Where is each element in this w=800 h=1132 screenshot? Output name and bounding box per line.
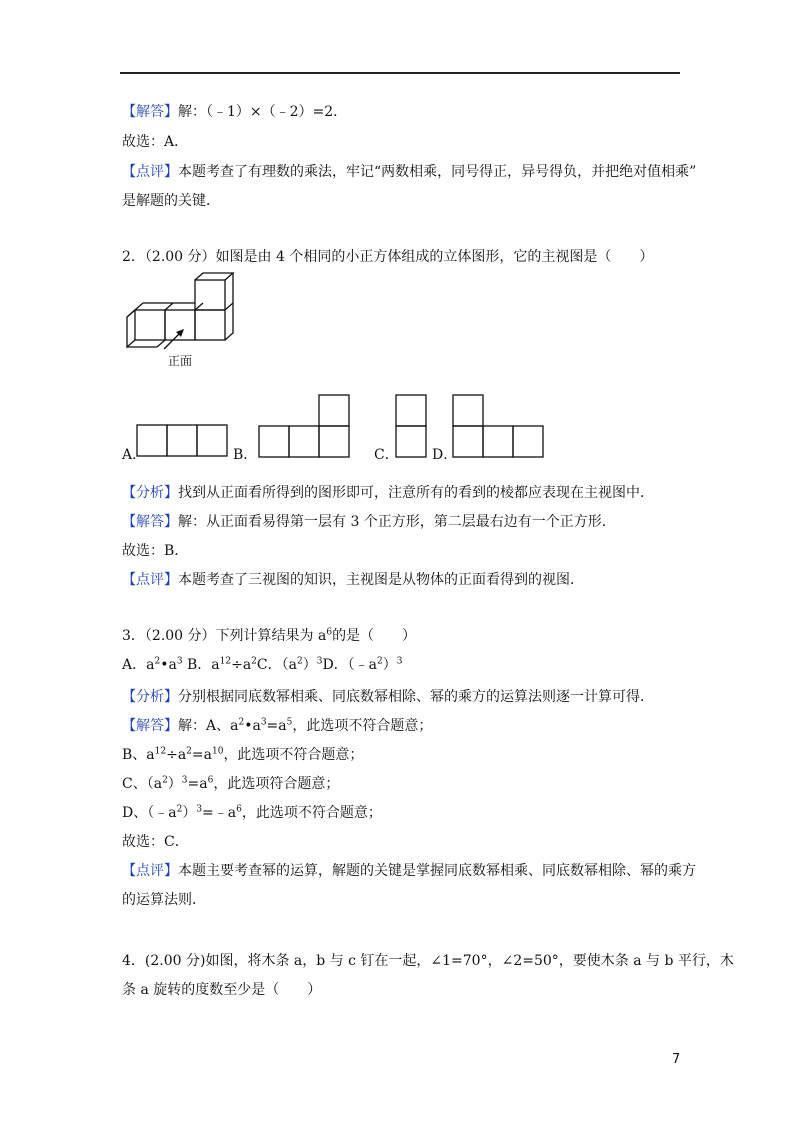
answer-tag: 【解答】 xyxy=(122,514,178,530)
q4-stem-line1: 4．(2.00 分)如图，将木条 a，b 与 c 钉在一起，∠1=70°，∠2=50°，要使木条 a 与 b 平行，木 xyxy=(122,953,734,969)
q1-comment-cont: 是解题的关键． xyxy=(122,193,220,209)
answer-text: 解：（﹣1）×（﹣2）=2． xyxy=(178,104,348,120)
q3-choice: 故选：C． xyxy=(122,834,189,850)
analysis-tag: 【分析】 xyxy=(122,485,178,501)
analysis-text: 分别根据同底数幂相乘、同底数幂相除、幂的乘方的运算法则逐一计算可得． xyxy=(178,689,654,705)
q4-stem-line2: 条 a 旋转的度数至少是（ ） xyxy=(122,982,322,998)
answer-tag: 【解答】 xyxy=(122,718,178,734)
q2-option-d-label: D． xyxy=(432,447,458,463)
q2-option-d-figure xyxy=(451,394,545,458)
q3-analysis xyxy=(122,688,654,706)
q2-option-c-label: C． xyxy=(374,447,399,463)
q2-analysis xyxy=(122,484,654,502)
q3-answer-b: B、$a^{12}\div a^2=a^{10}$，此选项不符合题意； xyxy=(122,746,364,763)
q2-answer xyxy=(122,513,616,531)
q2-option-a-figure xyxy=(136,424,228,458)
q1-choice: 故选：A． xyxy=(122,134,189,150)
bottom-cube-1 xyxy=(135,310,165,340)
answer-tag: 【解答】 xyxy=(122,104,178,120)
q2-stem: 2．（2.00 分）如图是由 4 个相同的小正方体组成的立体图形，它的主视图是（ ） xyxy=(122,249,654,265)
q3-stem: 3．（2.00 分）下列计算结果为 $a^6$的是（ ） xyxy=(122,627,417,644)
q2-option-b-label: B． xyxy=(233,447,258,463)
comment-tag: 【点评】 xyxy=(122,164,178,180)
q2-comment xyxy=(122,571,584,589)
q1-answer xyxy=(122,103,347,121)
header-rule xyxy=(120,72,680,74)
q2-option-c-figure xyxy=(394,394,428,458)
q3-comment xyxy=(122,862,696,880)
comment-text: 本题主要考查幂的运算，解题的关键是掌握同底数幂相乘、同底数幂相除、幂的乘方 xyxy=(178,863,696,879)
analysis-tag: 【分析】 xyxy=(122,689,178,705)
comment-text: 本题考查了有理数的乘法，牢记“两数相乘，同号得正，异号得负，并把绝对值相乘” xyxy=(178,164,697,180)
q2-choice: 故选：B． xyxy=(122,543,189,559)
q2-option-b-figure xyxy=(257,394,351,458)
analysis-text: 找到从正面看所得到的图形即可，注意所有的看到的棱都应表现在主视图中． xyxy=(178,485,654,501)
q2-3d-figure xyxy=(118,270,238,370)
answer-text: 解：从正面看易得第一层有 3 个正方形，第二层最右边有一个正方形． xyxy=(178,514,616,530)
q3-answer-d: D、$(﹣a^2)^3=﹣a^6$，此选项不符合题意； xyxy=(122,804,382,821)
q3-answer-c: C、$(a^2)^3=a^6$，此选项符合题意； xyxy=(122,775,340,792)
comment-tag: 【点评】 xyxy=(122,572,178,588)
q1-comment xyxy=(122,163,696,181)
comment-text: 本题考查了三视图的知识，主视图是从物体的正面看得到的视图． xyxy=(178,572,584,588)
q3-comment-cont: 的运算法则． xyxy=(122,892,206,908)
bottom-top-edge xyxy=(135,303,195,310)
q3-answer-a: 【解答】解：A、$a^2•a^3=a^5$，此选项不符合题意； xyxy=(122,717,433,734)
front-label: 正面 xyxy=(168,354,193,368)
comment-tag: 【点评】 xyxy=(122,863,178,879)
q3-options: A．$a^2•a^3$ B．$a^{12}\div a^2C$．$(a^2)^3D$．$(﹣a^2)^3$ xyxy=(122,656,403,673)
top-cube-top xyxy=(195,273,233,280)
bottom-cube-3 xyxy=(195,310,225,340)
q2-option-a-label: A． xyxy=(122,447,147,463)
page-number: 7 xyxy=(672,1052,681,1067)
